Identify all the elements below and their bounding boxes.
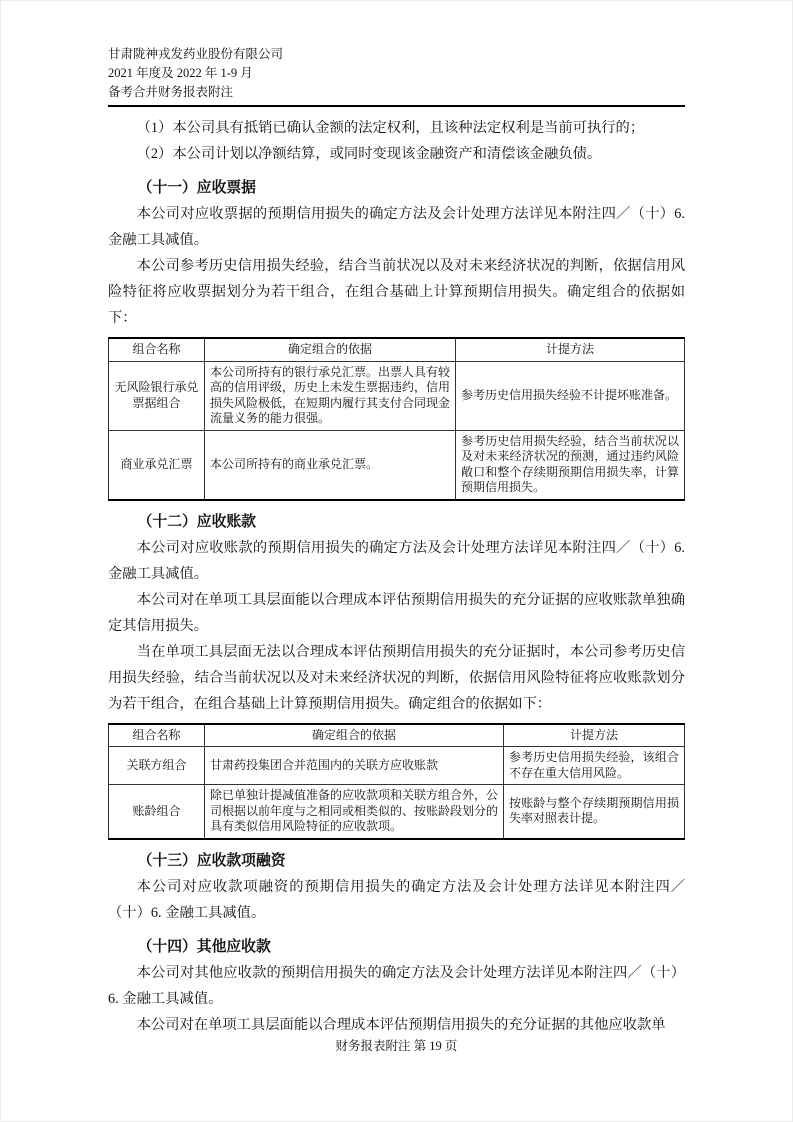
company-name: 甘肃陇神戎发药业股份有限公司 — [108, 47, 284, 61]
section-11-para-2: 本公司参考历史信用损失经验，结合当前状况以及对未来经济状况的判断，依据信用风险特征将应收票据划分为若干组合，在组合基础上计算预期信用损失。确定组合的依据如下： — [108, 258, 685, 326]
section-14-para-1: 本公司对其他应收款的预期信用损失的确定方法及会计处理方法详见本附注四／（十）6. 金融工具减值。 — [108, 964, 685, 1007]
table-header-cell: 确定组合的依据 — [205, 724, 504, 747]
table-cell: 无风险银行承兑票据组合 — [109, 361, 205, 430]
page-footer — [0, 1037, 793, 1055]
table-cell: 甘肃药投集团合并范围内的关联方应收账款 — [205, 747, 504, 785]
doc-header — [108, 45, 685, 107]
table-cell: 参考历史信用损失经验，结合当前状况以及对未来经济状况的预测，通过违约风险敞口和整个存续期预期信用损失率，计算预期信用损失。 — [456, 430, 685, 500]
table-header-cell: 确定组合的依据 — [205, 338, 456, 361]
section-12-para-2: 本公司对在单项工具层面能以合理成本评估预期信用损失的充分证据的应收账款单独确定其信用损失。 — [108, 591, 685, 634]
clause-item-1: （1）本公司具有抵销已确认金额的法定权利，且该种法定权利是当前可执行的； — [136, 120, 645, 136]
clause-list — [108, 115, 685, 167]
table-cell: 关联方组合 — [109, 747, 205, 785]
report-period: 2021 年度及 2022 年 1-9 月 — [108, 66, 253, 80]
table-header-cell: 组合名称 — [109, 724, 205, 747]
table-row — [109, 747, 685, 785]
table-cell: 按账龄与整个存续期预期信用损失率对照表计提。 — [504, 785, 685, 839]
table-cell: 除已单独计提减值准备的应收款项和关联方组合外，公司根据以前年度与之相同或相类似的、按账龄段划分的具有类似信用风险特征的应收款项。 — [205, 785, 504, 839]
clause-item-2: （2）本公司计划以净额结算，或同时变现该金融资产和清偿该金融负债。 — [136, 146, 602, 162]
table-cell: 账龄组合 — [109, 785, 205, 839]
table-row — [109, 430, 685, 500]
section-14-para-2: 本公司对在单项工具层面能以合理成本评估预期信用损失的充分证据的其他应收款单 — [136, 1016, 666, 1033]
notes-receivable-portfolio-table — [108, 337, 685, 501]
table-cell: 本公司所持有的商业承兑汇票。 — [205, 430, 456, 500]
table-cell: 本公司所持有的银行承兑汇票。出票人具有较高的信用评级，历史上未发生票据违约，信用损失风险极低，在短期内履行其支付合同现金流量义务的能力很强。 — [205, 361, 456, 430]
doc-title: 备考合并财务报表附注 — [108, 85, 234, 99]
section-13-para-1: 本公司对应收款项融资的预期信用损失的确定方法及会计处理方法详见本附注四／（十）6. 金融工具减值。 — [108, 878, 685, 921]
table-row — [109, 785, 685, 839]
document-body — [108, 115, 685, 1038]
table-row — [109, 361, 685, 430]
section-heading-accounts-receivable: （十二）应收账款 — [137, 513, 256, 530]
table-header-cell: 计提方法 — [504, 724, 685, 747]
table-cell: 参考历史信用损失经验不计提坏账准备。 — [456, 361, 685, 430]
table-cell: 参考历史信用损失经验，该组合不存在重大信用风险。 — [504, 747, 685, 785]
section-heading-notes-receivable: （十一）应收票据 — [137, 180, 256, 196]
table-header-cell: 计提方法 — [456, 338, 685, 361]
section-12-para-1: 本公司对应收账款的预期信用损失的确定方法及会计处理方法详见本附注四／（十）6. 金融工具减值。 — [108, 539, 685, 582]
page-number-label: 财务报表附注 第 19 页 — [335, 1039, 458, 1053]
section-11-para-1: 本公司对应收票据的预期信用损失的确定方法及会计处理方法详见本附注四／（十）6. 金融工具减值。 — [108, 206, 685, 248]
section-heading-receivables-financing: （十三）应收款项融资 — [137, 852, 286, 869]
table-header-row — [109, 724, 685, 747]
table-header-row — [109, 338, 685, 361]
section-heading-other-receivables: （十四）其他应收款 — [137, 938, 271, 955]
section-12-para-3: 当在单项工具层面无法以合理成本评估预期信用损失的充分证据时，本公司参考历史信用损失经验，结合当前状况以及对未来经济状况的判断，依据信用风险特征将应收账款划分为若干组合，在组合基础上计算预期信用损失。确定组合的依据如下： — [108, 643, 685, 712]
table-cell: 商业承兑汇票 — [109, 430, 205, 500]
table-header-cell: 组合名称 — [109, 338, 205, 361]
accounts-receivable-portfolio-table — [108, 723, 685, 840]
